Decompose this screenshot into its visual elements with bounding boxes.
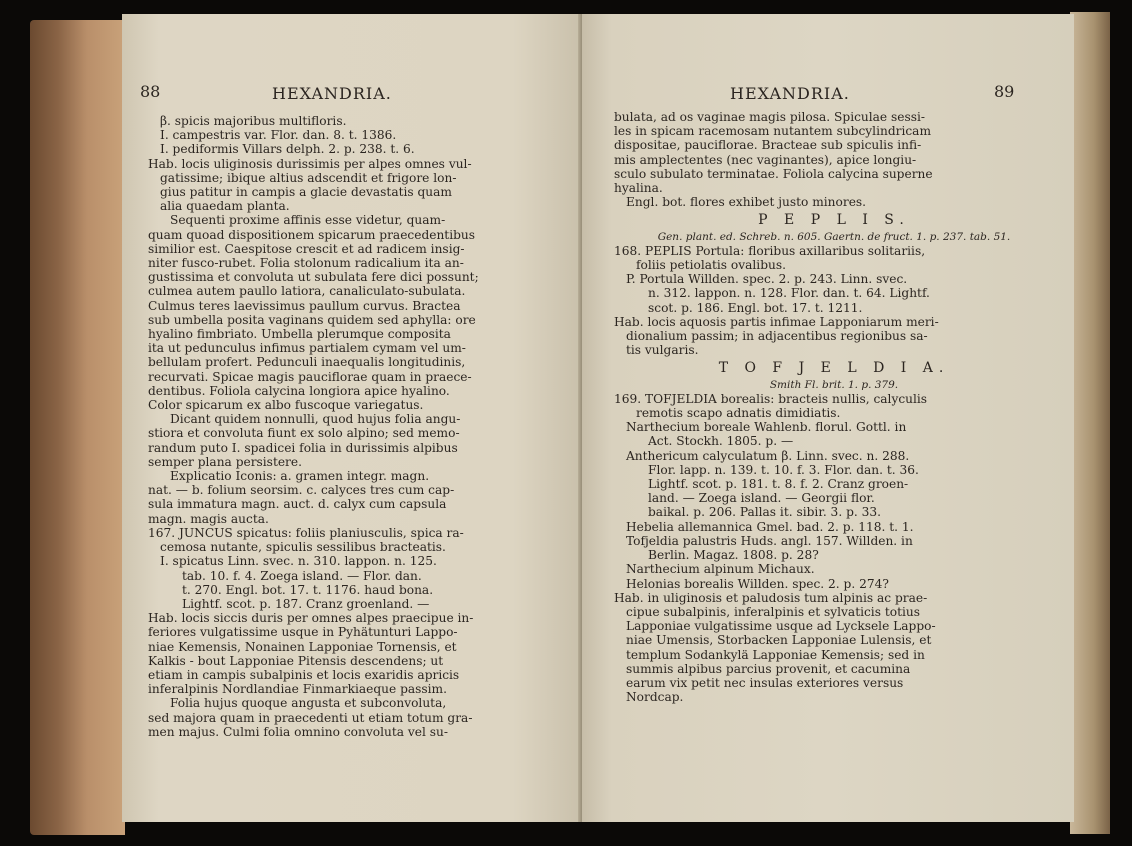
text-line: earum vix petit nec insulas exteriores versus (626, 675, 904, 690)
left-page (122, 14, 582, 822)
text-line: randum puto I. spadicei folia in durissimis alpibus (148, 440, 458, 455)
text-line: inferalpinis Nordlandiae Finmarkiaeque passim. (148, 682, 447, 697)
text-line: stiora et convoluta fiunt ex solo alpino; sed memo- (148, 426, 460, 441)
text-line: Helonias borealis Willden. spec. 2. p. 274? (626, 576, 889, 591)
left-page-number: 88 (140, 82, 161, 101)
text-line: n. 312. lappon. n. 128. Flor. dan. t. 64. Lightf. (648, 286, 930, 301)
right-page-body (614, 110, 1054, 704)
text-line: Color spicarum ex albo fuscoque variegatus. (148, 398, 424, 413)
text-line: cipue subalpinis, inferalpinis et sylvaticis totius (626, 604, 920, 619)
text-line: foliis petiolatis ovalibus. (636, 258, 786, 273)
genus-reference-peplis: Gen. plant. ed. Schreb. n. 605. Gaertn. de fruct. 1. p. 237. tab. 51. (657, 230, 1011, 243)
text-line: tis vulgaris. (626, 343, 699, 358)
text-line: feriores vulgatissime usque in Pyhätunturi Lappo- (148, 625, 458, 640)
right-page-edges (1070, 12, 1110, 834)
right-page (582, 14, 1074, 822)
text-line: I. spicatus Linn. svec. n. 310. lappon. n. 125. (160, 554, 437, 569)
text-line: gatissime; ibique altius adscendit et frigore lon- (160, 170, 457, 185)
left-page-edges (30, 20, 125, 835)
text-line: Berlin. Magaz. 1808. p. 28? (648, 548, 819, 563)
text-line: Explicatio Iconis: a. gramen integr. magn. (170, 469, 430, 484)
text-line: Lapponiae vulgatissime usque ad Lycksele Lappo- (626, 619, 936, 634)
text-line: Folia hujus quoque angusta et subconvoluta, (170, 696, 447, 711)
genus-reference-tofjeldia: Smith Fl. brit. 1. p. 379. (769, 378, 899, 391)
text-line: ita ut pedunculus infimus partialem cymam vel um- (148, 341, 466, 356)
text-line: Hab. locis uliginosis durissimis per alpes omnes vul- (148, 156, 472, 171)
text-line: 167. JUNCUS spicatus: foliis planiusculis, spica ra- (148, 525, 464, 540)
text-line: templum Sodankylä Lapponiae Kemensis; sed in (626, 647, 925, 662)
text-line: Flor. lapp. n. 139. t. 10. f. 3. Flor. dan. t. 36. (648, 462, 919, 477)
text-line: dispositae, pauciflorae. Bracteae sub spiculis infi- (614, 138, 922, 153)
open-book (30, 10, 1110, 838)
text-line: sculo subulato terminatae. Foliola calycina superne (614, 166, 933, 181)
text-line: sub umbella posita vaginans quidem sed aphylla: ore (148, 312, 476, 327)
text-line: quam quoad dispositionem spicarum praecedentibus (148, 227, 476, 242)
text-line: baikal. p. 206. Pallas it. sibir. 3. p. 33. (648, 505, 881, 520)
text-line: Anthericum calyculatum β. Linn. svec. n. 288. (626, 448, 910, 463)
text-line: nat. — b. folium seorsim. c. calyces tres cum cap- (148, 483, 455, 498)
text-line: semper plana persistere. (148, 454, 302, 469)
text-line: remotis scapo adnatis dimidiatis. (636, 406, 841, 421)
text-line: niae Kemensis, Nonainen Lapponiae Tornensis, et (148, 639, 457, 654)
right-running-head: HEXANDRIA. (730, 84, 850, 103)
text-line: Culmus teres laevissimus paullum curvus. Bractea (148, 298, 461, 313)
text-line: dionalium passim; in adjacentibus regionibus sa- (626, 329, 928, 344)
text-line: Lightf. scot. p. 187. Cranz groenland. — (182, 596, 430, 611)
text-line: Lightf. scot. p. 181. t. 8. f. 2. Cranz groen- (648, 477, 909, 492)
text-line: Kalkis - bout Lapponiae Pitensis descendens; ut (148, 653, 444, 668)
text-line: Dicant quidem nonnulli, quod hujus folia angu- (170, 412, 461, 427)
text-line: Nordcap. (626, 690, 684, 705)
text-line: niter fusco-rubet. Folia stolonum radicalium ita an- (148, 256, 464, 271)
text-line: similior est. Caespitose crescit et ad radicem insig- (148, 241, 465, 256)
text-line: Hab. locis aquosis partis infimae Lapponiarum meri- (614, 314, 939, 329)
text-line: alia quaedam planta. (160, 199, 290, 214)
text-line: Tofjeldia palustris Huds. angl. 157. Willden. in (626, 533, 913, 548)
text-line: gius patitur in campis a glacie devastatis quam (160, 185, 452, 200)
text-line: I. pediformis Villars delph. 2. p. 238. t. 6. (160, 142, 415, 157)
text-line: land. — Zoega island. — Georgii flor. (648, 491, 875, 506)
genus-heading-peplis: P E P L I S. (758, 212, 910, 229)
text-line: bulata, ad os vaginae magis pilosa. Spiculae sessi- (614, 110, 926, 124)
text-line: hyalino fimbriato. Umbella plerumque composita (148, 327, 451, 342)
text-line: 168. PEPLIS Portula: floribus axillaribus solitariis, (614, 243, 926, 258)
continued-text (614, 110, 1054, 209)
text-line: Engl. bot. flores exhibet justo minores. (626, 195, 867, 210)
genus-heading-tofjeldia: T O F J E L D I A. (718, 360, 950, 377)
text-line: cemosa nutante, spiculis sessilibus bracteatis. (160, 540, 446, 555)
text-line: Hab. in uliginosis et paludosis tum alpinis ac prae- (614, 590, 928, 605)
text-line: Hab. locis siccis duris per omnes alpes praecipue in- (148, 611, 474, 626)
text-line: Narthecium boreale Wahlenb. florul. Gottl. in (626, 420, 907, 435)
text-line: β. spicis majoribus multifloris. (160, 114, 347, 128)
text-line: Narthecium alpinum Michaux. (626, 562, 815, 577)
text-line: P. Portula Willden. spec. 2. p. 243. Linn. svec. (626, 272, 908, 287)
left-running-head: HEXANDRIA. (272, 84, 392, 103)
text-line: Hebelia allemannica Gmel. bad. 2. p. 118. t. 1. (626, 519, 914, 534)
text-line: gustissima et convoluta ut subulata fere dici possunt; (148, 270, 479, 285)
text-line: sula immatura magn. auct. d. calyx cum capsula (148, 497, 447, 512)
text-line: hyalina. (614, 181, 663, 196)
text-line: etiam in campis subalpinis et locis exaridis apricis (148, 667, 460, 682)
text-line: mis amplectentes (nec vaginantes), apice longiu- (614, 152, 917, 167)
text-line: scot. p. 186. Engl. bot. 17. t. 1211. (648, 300, 863, 315)
text-line: les in spicam racemosam nutantem subcylindricam (614, 124, 931, 139)
species-168-text (614, 244, 1054, 358)
text-line: bellulam profert. Pedunculi inaequalis longitudinis, (148, 355, 466, 370)
text-line: men majus. Culmi folia omnino convoluta vel su- (148, 724, 448, 739)
text-line: 169. TOFJELDIA borealis: bracteis nullis, calyculis (614, 391, 928, 406)
text-line: tab. 10. f. 4. Zoega island. — Flor. dan. (182, 568, 422, 583)
text-line: Act. Stockh. 1805. p. — (648, 434, 794, 449)
text-line: I. campestris var. Flor. dan. 8. t. 1386. (160, 128, 397, 143)
right-page-number: 89 (994, 82, 1015, 101)
species-169-text (614, 392, 1054, 704)
text-line: culmea autem paullo latiora, canaliculato-subulata. (148, 284, 466, 299)
text-line: recurvati. Spicae magis pauciflorae quam in praece- (148, 369, 472, 384)
text-line: t. 270. Engl. bot. 17. t. 1176. haud bona. (182, 582, 434, 597)
text-line: Sequenti proxime affinis esse videtur, quam- (170, 213, 446, 228)
text-line: sed majora quam in praecedenti ut etiam totum gra- (148, 710, 473, 725)
text-line: magn. magis aucta. (148, 511, 269, 526)
text-line: summis alpibus parcius provenit, et cacumina (626, 661, 911, 676)
text-line: dentibus. Foliola calycina longiora apice hyalino. (148, 383, 450, 398)
left-page-body (148, 114, 479, 739)
text-line: niae Umensis, Storbacken Lapponiae Lulensis, et (626, 633, 932, 648)
